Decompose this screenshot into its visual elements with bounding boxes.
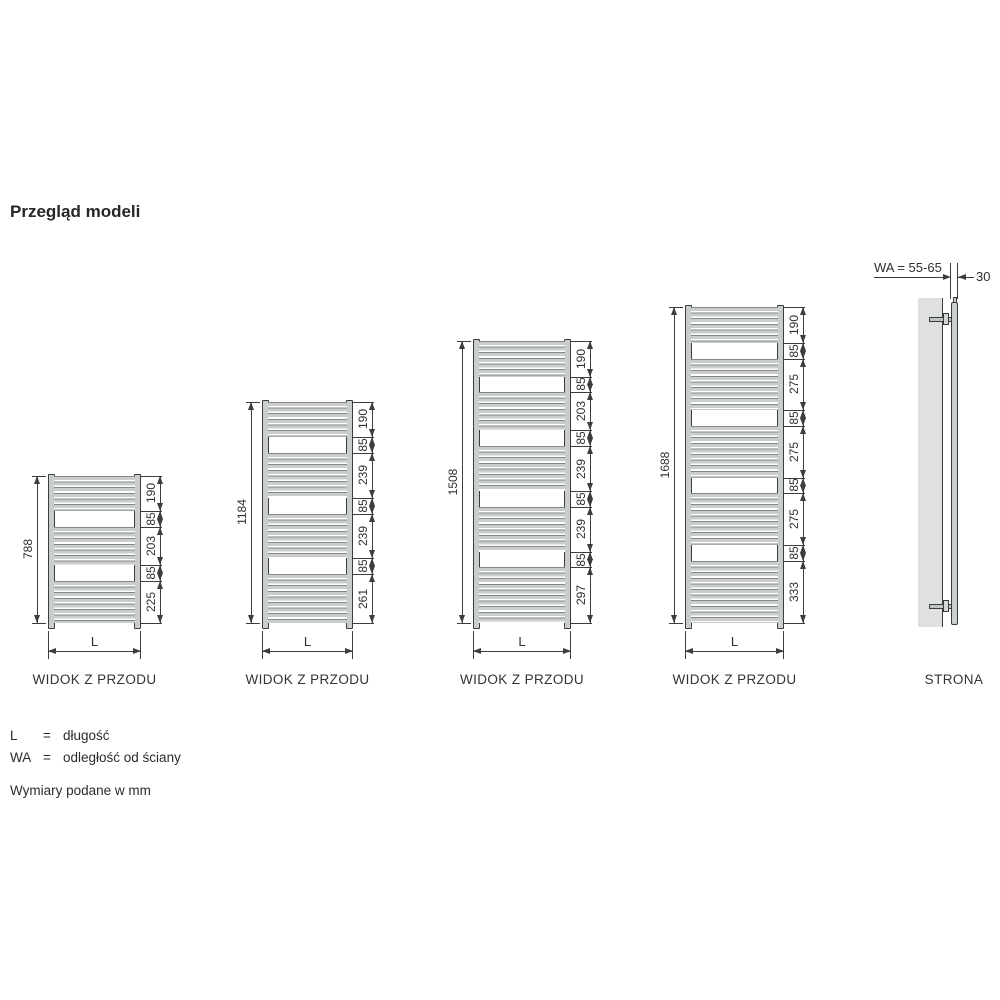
tube-group [691,426,778,477]
total-height-dimension: 788 [21,539,35,560]
tube-group [479,567,565,623]
right-collector [346,400,353,629]
length-arrow-left-icon [473,648,481,654]
segment-dimension: 203 [574,401,588,422]
segment-dimension: 190 [574,348,588,369]
length-label: L [303,634,312,649]
segment-dimension: 85 [787,546,801,560]
segment-dimension: 85 [574,492,588,506]
bracket-flange-top [943,313,949,325]
unit-note: Wymiary podane w mm [10,783,151,798]
segment-dimension: 239 [574,458,588,479]
length-arrow-right-icon [776,648,784,654]
dim-tick [246,623,260,624]
right-collector [564,339,571,629]
segment-dimension: 275 [787,509,801,530]
segment-dimension: 85 [787,478,801,493]
length-label: L [730,634,739,649]
view-caption: WIDOK Z PRZODU [459,672,585,687]
total-arrow-up-icon [459,341,465,349]
length-arrow-left-icon [48,648,56,654]
segment-dimension: 190 [787,315,801,336]
dim-chain-line [160,476,161,623]
extension-line [950,263,951,299]
view-caption: STRONA [924,672,984,687]
segment-dimension: 190 [144,483,158,504]
length-dim-line [262,651,353,652]
total-dim-line [37,476,38,623]
tube-group [691,561,778,623]
dim-chain-line [372,402,373,623]
right-collector [134,474,141,629]
total-arrow-down-icon [459,615,465,623]
depth-dim-line [958,277,974,278]
bracket-flange-bottom [943,600,949,612]
segment-dimension: 85 [356,559,370,573]
right-collector [777,305,784,629]
tube-group [479,392,565,430]
tube-group [268,574,347,623]
depth-dimension: 30 [976,269,991,284]
tube-group [479,341,565,377]
segment-dimension: 261 [356,588,370,609]
total-arrow-up-icon [248,402,254,410]
segment-dimension: 85 [787,344,801,358]
tube-group [268,514,347,559]
segment-dimension: 85 [574,552,588,567]
tube-group [479,446,565,491]
wa-dim-line [874,277,944,278]
segment-dimension: 85 [144,512,158,526]
total-dim-line [251,402,252,623]
length-label: L [90,634,99,649]
tube-group [268,402,347,438]
segment-dimension: 275 [787,441,801,462]
dim-tick [457,623,471,624]
length-arrow-right-icon [345,648,353,654]
segment-dimension: 85 [356,498,370,513]
tube-group [268,453,347,498]
legend-symbol: L [10,728,18,743]
tube-group [691,493,778,544]
segment-dimension: 239 [356,465,370,486]
segment-dimension: 85 [574,431,588,446]
tube-group [691,307,778,343]
view-caption: WIDOK Z PRZODU [245,672,370,687]
total-arrow-up-icon [671,307,677,315]
length-arrow-left-icon [685,648,693,654]
segment-dimension: 85 [574,377,588,392]
total-arrow-down-icon [34,615,40,623]
total-dim-line [674,307,675,623]
dim-chain-line [803,307,804,623]
length-arrow-right-icon [133,648,141,654]
segment-dimension: 225 [144,591,158,612]
total-arrow-up-icon [34,476,40,484]
wall [918,298,943,627]
total-height-dimension: 1508 [446,468,460,496]
tube-group [479,507,565,552]
length-arrow-left-icon [262,648,270,654]
legend-equals: = [43,728,51,743]
total-height-dimension: 1184 [235,499,249,526]
dim-tick [353,623,374,624]
tube-group [691,359,778,410]
legend-description: długość [63,728,110,743]
view-caption: WIDOK Z PRZODU [32,672,157,687]
segment-dimension: 239 [574,519,588,540]
segment-dimension: 275 [787,374,801,395]
total-dim-line [462,341,463,623]
length-label: L [518,634,526,649]
segment-dimension: 85 [787,411,801,425]
extension-line [957,263,958,299]
total-height-dimension: 1688 [658,451,672,479]
segment-dimension: 333 [787,581,801,602]
dim-tick [784,623,805,624]
total-arrow-down-icon [671,615,677,623]
segment-dimension: 203 [144,536,158,557]
dim-tick [141,623,162,624]
legend-symbol: WA [10,750,32,765]
page-title: Przegląd modeli [10,202,141,221]
length-arrow-right-icon [563,648,571,654]
view-caption: WIDOK Z PRZODU [672,672,797,687]
segment-dimension: 85 [144,566,158,580]
tube-group [54,581,135,623]
wall-distance-dimension: WA = 55-65 [874,260,942,275]
length-dim-line [685,651,784,652]
tube-group [54,527,135,565]
segment-dimension: 239 [356,525,370,546]
radiator-side-profile [951,302,958,625]
dim-tick [32,623,46,624]
legend-equals: = [43,750,51,765]
segment-dimension: 190 [356,409,370,430]
length-dim-line [473,651,571,652]
segment-dimension: 85 [356,438,370,452]
segment-dimension: 297 [574,585,588,606]
dim-tick [669,623,683,624]
length-dim-line [48,651,141,652]
tube-group [54,476,135,512]
total-arrow-down-icon [248,615,254,623]
dim-chain-line [590,341,591,623]
dim-tick [571,623,592,624]
legend-description: odległość od ściany [63,750,181,765]
